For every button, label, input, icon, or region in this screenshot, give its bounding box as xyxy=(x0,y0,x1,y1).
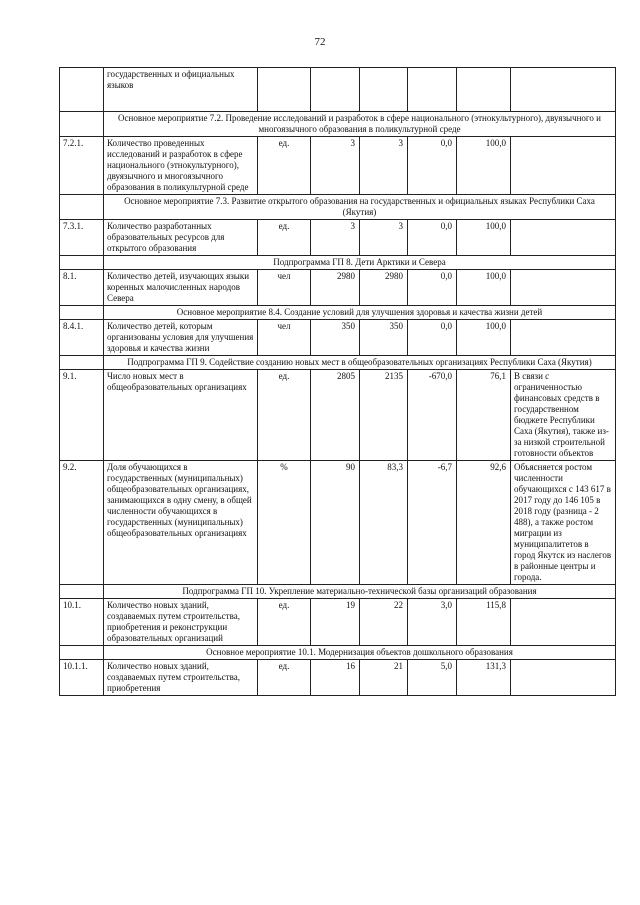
section-title: Основное мероприятие 7.2. Проведение исследований и разработок в сфере национального (этнокультурного), двуязычного и многоязычного образования в поликультурной среде xyxy=(104,112,616,137)
table-row xyxy=(60,137,616,195)
row-note xyxy=(511,320,616,356)
row-plan: 90 xyxy=(311,461,360,585)
row-unit: ед. xyxy=(258,660,311,696)
section-title: Подпрограмма ГП 9. Содействие созданию новых мест в общеобразовательных организациях Республики Саха (Якутия) xyxy=(104,356,616,370)
table-row xyxy=(60,461,616,585)
section-row xyxy=(60,256,616,270)
row-note xyxy=(511,599,616,646)
row-note xyxy=(511,660,616,696)
row-plan: 350 xyxy=(311,320,360,356)
row-plan: 3 xyxy=(311,137,360,195)
row-code: 9.1. xyxy=(60,370,104,461)
row-dev-abs: -670,0 xyxy=(408,370,457,461)
row-dev-pct: 76,1 xyxy=(457,370,511,461)
row-dev-pct: 100,0 xyxy=(457,270,511,306)
row-indicator: Количество проведенных исследований и разработок в сфере национального (этнокультурного), двуязычного и многоязычного образования в поликультурной среде xyxy=(104,137,258,195)
row-indicator: Количество детей, изучающих языки коренных малочисленных народов Севера xyxy=(104,270,258,306)
section-row xyxy=(60,356,616,370)
row-note: В связи с ограниченностью финансовых средств в государственном бюджете Республики Саха (Якутия), также из-за низкой строительной готовности объектов xyxy=(511,370,616,461)
row-dev-pct: 115,8 xyxy=(457,599,511,646)
row-code: 10.1. xyxy=(60,599,104,646)
row-note xyxy=(511,68,616,112)
row-dev-pct: 92,6 xyxy=(457,461,511,585)
row-dev-pct: 100,0 xyxy=(457,320,511,356)
section-title: Основное мероприятие 7.3. Развитие открытого образования на государственных и официальных языках Республики Саха (Якутия) xyxy=(104,195,616,220)
table-row xyxy=(60,220,616,256)
row-dev-abs: 5,0 xyxy=(408,660,457,696)
row-plan xyxy=(311,68,360,112)
row-dev-pct: 131,3 xyxy=(457,660,511,696)
row-indicator: Количество новых зданий, создаваемых путем строительства, приобретения и реконструкции образовательных организаций xyxy=(104,599,258,646)
section-row xyxy=(60,306,616,320)
row-dev-abs: -6,7 xyxy=(408,461,457,585)
row-dev-abs xyxy=(408,68,457,112)
row-unit: % xyxy=(258,461,311,585)
row-fact: 2980 xyxy=(360,270,408,306)
row-fact: 22 xyxy=(360,599,408,646)
section-title: Основное мероприятие 8.4. Создание условий для улучшения здоровья и качества жизни детей xyxy=(104,306,616,320)
row-indicator: Доля обучающихся в государственных (муниципальных) общеобразовательных организациях, занимающихся в одну смену, в общей численности обучающихся в государственных (муниципальных) общеобразовательных организациях xyxy=(104,461,258,585)
page-number: 72 xyxy=(314,36,326,48)
row-unit: ед. xyxy=(258,220,311,256)
row-dev-abs: 0,0 xyxy=(408,137,457,195)
section-row xyxy=(60,646,616,660)
row-code: 7.3.1. xyxy=(60,220,104,256)
section-row xyxy=(60,585,616,599)
row-note xyxy=(511,137,616,195)
row-indicator: Количество новых зданий, создаваемых путем строительства, приобретения xyxy=(104,660,258,696)
section-title: Подпрограмма ГП 10. Укрепление материально-технической базы организаций образования xyxy=(104,585,616,599)
table-row xyxy=(60,320,616,356)
row-plan: 2980 xyxy=(311,270,360,306)
row-note: Объясняется ростом численности обучающихся с 143 617 в 2017 году до 146 105 в 2018 году (разница - 2 488), а также ростом миграции из муниципалитетов в город Якутск из наслегов в районные центры и города. xyxy=(511,461,616,585)
row-code xyxy=(60,68,104,112)
row-dev-pct: 100,0 xyxy=(457,137,511,195)
row-code: 7.2.1. xyxy=(60,137,104,195)
row-fact: 3 xyxy=(360,220,408,256)
row-dev-abs: 0,0 xyxy=(408,320,457,356)
row-fact: 350 xyxy=(360,320,408,356)
row-unit: ед. xyxy=(258,599,311,646)
indicators-table xyxy=(59,67,616,696)
row-unit xyxy=(258,68,311,112)
row-plan: 2805 xyxy=(311,370,360,461)
row-dev-abs: 0,0 xyxy=(408,270,457,306)
row-fact: 83,3 xyxy=(360,461,408,585)
row-code: 8.4.1. xyxy=(60,320,104,356)
row-indicator: Число новых мест в общеобразовательных организациях xyxy=(104,370,258,461)
row-dev-pct xyxy=(457,68,511,112)
table-row xyxy=(60,370,616,461)
row-indicator: Количество разработанных образовательных ресурсов для открытого образования xyxy=(104,220,258,256)
row-plan: 19 xyxy=(311,599,360,646)
row-code: 9.2. xyxy=(60,461,104,585)
row-note xyxy=(511,270,616,306)
row-unit: чел xyxy=(258,270,311,306)
section-row xyxy=(60,195,616,220)
table-row xyxy=(60,660,616,696)
row-dev-abs: 3,0 xyxy=(408,599,457,646)
row-indicator: Количество детей, которым организованы условия для улучшения здоровья и качества жизни xyxy=(104,320,258,356)
row-unit: ед. xyxy=(258,370,311,461)
row-note xyxy=(511,220,616,256)
row-unit: ед. xyxy=(258,137,311,195)
row-dev-pct: 100,0 xyxy=(457,220,511,256)
table-row xyxy=(60,68,616,112)
row-fact: 21 xyxy=(360,660,408,696)
section-title: Подпрограмма ГП 8. Дети Арктики и Севера xyxy=(104,256,616,270)
row-fact: 3 xyxy=(360,137,408,195)
row-fact: 2135 xyxy=(360,370,408,461)
row-unit: чел xyxy=(258,320,311,356)
row-plan: 16 xyxy=(311,660,360,696)
row-code: 10.1.1. xyxy=(60,660,104,696)
row-dev-abs: 0,0 xyxy=(408,220,457,256)
section-row xyxy=(60,112,616,137)
section-title: Основное мероприятие 10.1. Модернизация объектов дошкольного образования xyxy=(104,646,616,660)
row-indicator: государственных и официальных языков xyxy=(104,68,258,112)
row-plan: 3 xyxy=(311,220,360,256)
row-code: 8.1. xyxy=(60,270,104,306)
table-row xyxy=(60,270,616,306)
table-row xyxy=(60,599,616,646)
row-fact xyxy=(360,68,408,112)
